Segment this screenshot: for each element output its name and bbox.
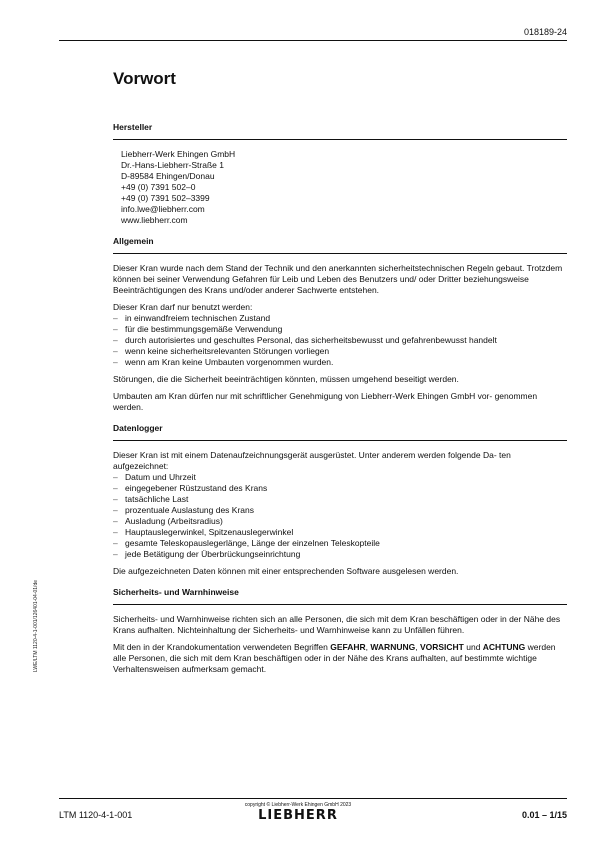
address-line: Dr.-Hans-Liebherr-Straße 1: [121, 160, 224, 170]
list-item: – eingegebener Rüstzustand des Krans: [113, 483, 567, 494]
main-content: [113, 122, 567, 681]
safety-section: [113, 587, 567, 675]
section-rule: [113, 440, 567, 441]
text-span: ,: [415, 642, 420, 652]
fax-number: +49 (0) 7391 502–3399: [121, 193, 210, 203]
datalogger-section: [113, 423, 567, 587]
liebherr-logo: LIEBHERR: [258, 808, 338, 823]
signal-word-warning: WARNUNG: [370, 642, 416, 652]
usage-conditions-list: [113, 313, 567, 368]
list-item: – Ausladung (Arbeitsradius): [113, 516, 567, 527]
document-reference-vertical: LWE/LTM 1120-4-1-001/126401-04-01/de: [33, 580, 39, 672]
paragraph: Sicherheits- und Warnhinweise richten sich an alle Personen, die sich mit dem Kran beschäftigen oder in der Nähe des Krans aufhalten. Nichteinhaltung der Sicherheits- und Warnhinweise kann zu Unfällen führen.: [113, 614, 561, 635]
text-span: ,: [365, 642, 371, 652]
paragraph: Störungen, die die Sicherheit beeinträchtigen könnten, müssen umgehend beseitigt werden.: [113, 374, 459, 384]
footer-rule: [59, 798, 567, 799]
list-item: – tatsächliche Last: [113, 494, 567, 505]
list-item: – Hauptauslegerwinkel, Spitzenauslegerwinkel: [113, 527, 567, 538]
paragraph: Dieser Kran wurde nach dem Stand der Technik und den anerkannten sicherheitstechnischen Regeln gebaut. Trotzdem können bei seiner Verwendung Gefahren für Leib und Leben des Benutzers und/ oder Dritter beziehungsweise Beeinträchtigungen des Krans und/oder anderer Sachwerte entstehen.: [113, 263, 563, 295]
list-item: – prozentuale Auslastung des Krans: [113, 505, 567, 516]
manufacturer-section: [113, 122, 567, 226]
footer-document-number: LTM 1120-4-1-001: [59, 810, 133, 820]
signal-words-paragraph: [113, 642, 567, 675]
list-item: – wenn keine sicherheitsrelevanten Störungen vorliegen: [113, 346, 567, 357]
list-item: – wenn am Kran keine Umbauten vorgenommen wurden.: [113, 357, 567, 368]
paragraph: Umbauten am Kran dürfen nur mit schriftlicher Genehmigung von Liebherr-Werk Ehingen GmbH vor- genommen werden.: [113, 391, 538, 412]
paragraph: Die aufgezeichneten Daten können mit einer entsprechenden Software ausgelesen werden.: [113, 566, 459, 576]
website: www.liebherr.com: [121, 215, 188, 225]
datalogger-heading: Datenlogger: [113, 423, 163, 433]
copyright-notice: copyright © Liebherr-Werk Ehingen GmbH 2023: [244, 802, 352, 808]
signal-word-danger: GEFAHR: [330, 642, 366, 652]
list-item: – für die bestimmungsgemäße Verwendung: [113, 324, 567, 335]
section-rule: [113, 139, 567, 140]
section-rule: [113, 604, 567, 605]
signal-word-caution: VORSICHT: [419, 642, 464, 652]
header-rule: [59, 40, 567, 41]
page-number: 0.01 – 1/15: [521, 810, 567, 820]
manufacturer-address: [121, 149, 567, 226]
paragraph: Dieser Kran ist mit einem Datenaufzeichnungsgerät ausgerüstet. Unter anderem werden folgende Da- ten aufgezeichnet:: [113, 450, 511, 471]
list-item: – gesamte Teleskopauslegerlänge, Länge der einzelnen Teleskopteile: [113, 538, 567, 549]
text-span: werden alle Personen, die sich mit dem Kran beschäftigen oder in der Nähe des Krans aufhalten, auf bestimmte wichtige Verhaltensweisen aufmerksam gemacht.: [113, 642, 556, 674]
document-id: 018189-24: [523, 27, 567, 37]
list-item: – jede Betätigung der Überbrückungseinrichtung: [113, 549, 567, 560]
email-address: info.lwe@liebherr.com: [121, 204, 205, 214]
paragraph: Dieser Kran darf nur benutzt werden:: [113, 302, 253, 312]
signal-word-notice: ACHTUNG: [482, 642, 526, 652]
address-line: D-89584 Ehingen/Donau: [121, 171, 215, 181]
recorded-data-list: [113, 472, 567, 560]
list-item: – durch autorisiertes und geschultes Personal, das sicherheitsbewusst und gefahrenbewusst handelt: [113, 335, 567, 346]
list-item: – Datum und Uhrzeit: [113, 472, 567, 483]
phone-number: +49 (0) 7391 502–0: [121, 182, 196, 192]
general-heading: Allgemein: [113, 236, 154, 246]
page-title: Vorwort: [113, 69, 176, 88]
section-rule: [113, 253, 567, 254]
text-span: und: [463, 642, 483, 652]
text-span: Mit den in der Krandokumentation verwendeten Begriffen: [113, 642, 331, 652]
safety-heading: Sicherheits- und Warnhinweise: [113, 587, 239, 597]
address-line: Liebherr-Werk Ehingen GmbH: [121, 149, 236, 159]
general-section: [113, 236, 567, 423]
list-item: – in einwandfreiem technischen Zustand: [113, 313, 567, 324]
manufacturer-heading: Hersteller: [113, 122, 153, 132]
